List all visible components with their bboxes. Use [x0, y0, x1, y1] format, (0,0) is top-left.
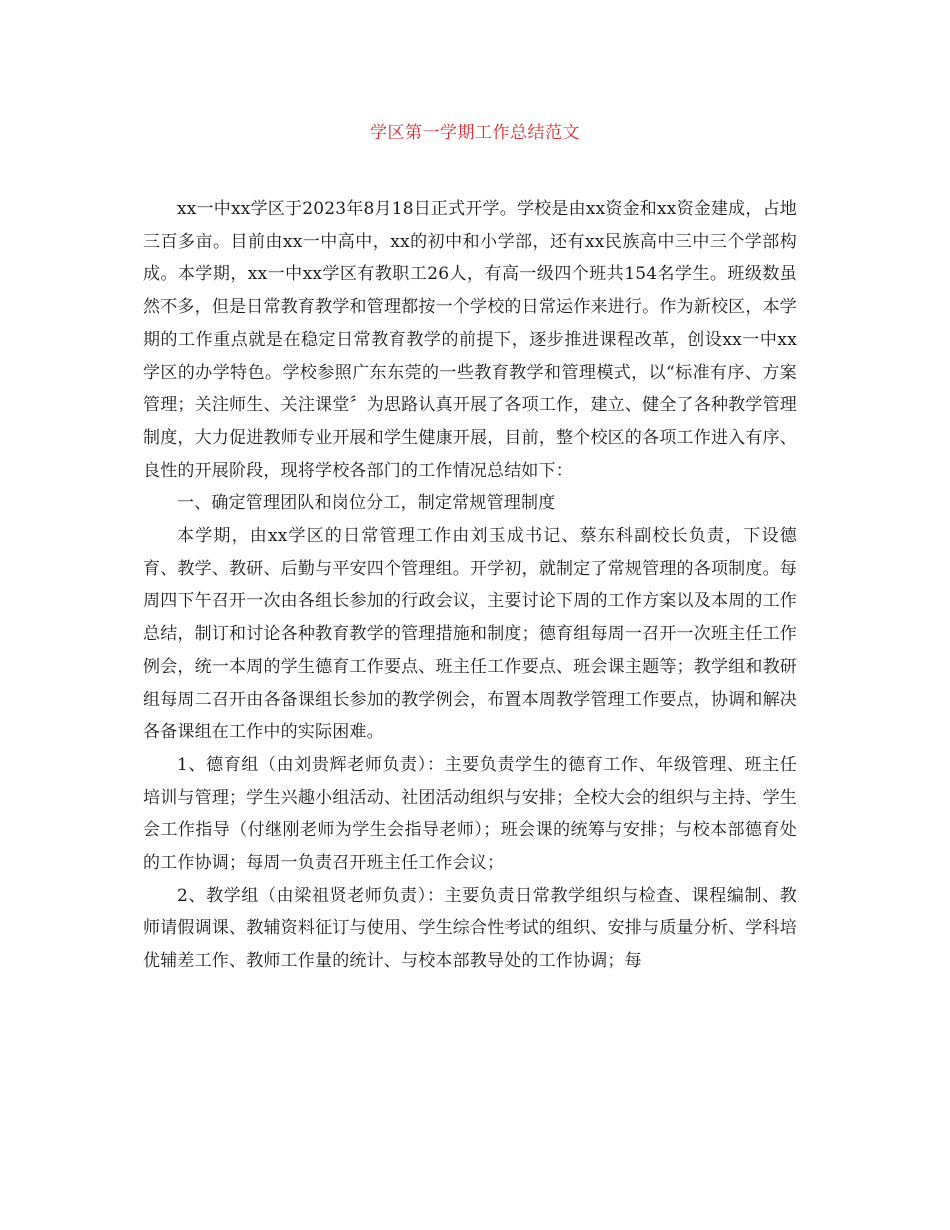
document-title: 学区第一学期工作总结范文	[370, 123, 580, 143]
section-heading: 一、确定管理团队和岗位分工，制定常规管理制度	[177, 493, 556, 514]
document-body	[143, 193, 797, 978]
paragraph-intro: xx一中xx学区于2023年8月18日正式开学。学校是由xx资金和xx资金建成，占地三百多亩。目前由xx一中高中，xx的初中和小学部，还有xx民族高中三中三个学部构成。本学期，xx一中xx学区有教职工26人，有高一级四个班共154名学生。班级数虽然不多，但是日常教育教学和管理都按一个学校的日常运作来进行。作为新校区，本学期的工作重点就是在稳定日常教育教学的前提下，逐步推进课程改革，创设xx一中xx学区的办学特色。学校参照广东东莞的一些教育教学和管理模式，以“标准有序、方案管理；关注师生、关注课堂〞为思路认真开展了各项工作，建立、健全了各种教学管理制度，大力促进教师专业开展和学生健康开展，目前，整个校区的各项工作进入有序、良性的开展阶段，现将学校各部门的工作情况总结如下：	[143, 199, 797, 481]
paragraph-management: 本学期，由xx学区的日常管理工作由刘玉成书记、蔡东科副校长负责，下设德育、教学、教研、后勤与平安四个管理组。开学初，就制定了常规管理的各项制度。每周四下午召开一次由各组长参加的行政会议，主要讨论下周的工作方案以及本周的工作总结，制订和讨论各种教育教学的管理措施和制度；德育组每周一召开一次班主任工作例会，统一本周的学生德育工作要点、班主任工作要点、班会课主题等；教学组和教研组每周二召开由各备课组长参加的教学例会，布置本周教学管理工作要点，协调和解决各备课组在工作中的实际困难。	[143, 526, 797, 743]
paragraph-moral-group: 1、德育组（由刘贵辉老师负责）：主要负责学生的德育工作、年级管理、班主任培训与管理；学生兴趣小组活动、社团活动组织与安排；全校大会的组织与主持、学生会工作指导（付继刚老师为学生会指导老师）；班会课的统筹与安排；与校本部德育处的工作协调；每周一负责召开班主任工作会议；	[143, 754, 797, 874]
paragraph-teaching-group: 2、教学组（由梁祖贤老师负责）：主要负责日常教学组织与检查、课程编制、教师请假调课、教辅资料征订与使用、学生综合性考试的组织、安排与质量分析、学科培优辅差工作、教师工作量的统计、与校本部教导处的工作协调；每	[143, 885, 797, 972]
